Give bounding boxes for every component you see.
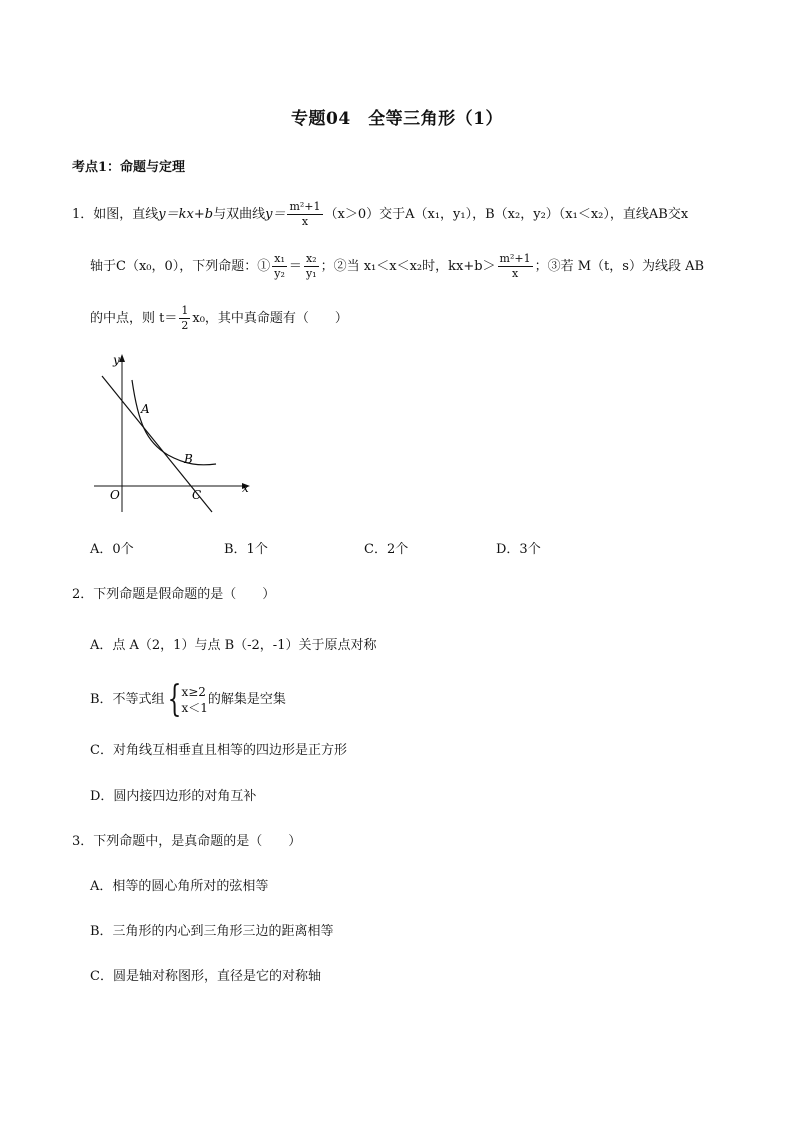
q1-option-b: B．1个 xyxy=(224,542,268,557)
q1-line-1 xyxy=(72,200,688,229)
q1-graph xyxy=(88,352,258,517)
fraction-numerator: m²+1 xyxy=(289,200,321,213)
q2-option-b-text: 的解集是空集 xyxy=(207,692,286,707)
q2-option-c: C．对角线互相垂直且相等的四边形是正方形 xyxy=(90,743,347,758)
brace-icon: { xyxy=(167,678,181,720)
y-axis-arrow xyxy=(119,354,125,362)
q2-option-a: A．点 A（2，1）与点 B（-2，-1）关于原点对称 xyxy=(90,638,377,653)
section-heading: 考点1：命题与定理 xyxy=(72,160,186,175)
fraction-denominator: x xyxy=(511,267,519,280)
q1-text: 的中点，则 t＝ xyxy=(90,311,178,326)
q1-fraction-half xyxy=(179,304,190,333)
q2-stem: 2．下列命题是假命题的是（ ） xyxy=(72,587,276,602)
label-b: B xyxy=(184,452,193,466)
q1-fraction-1 xyxy=(272,252,287,281)
fraction-numerator: m²+1 xyxy=(499,252,531,265)
q1-text: 与双曲线 xyxy=(213,207,266,222)
q1-option-d: D．3个 xyxy=(496,542,541,557)
q1-line-2 xyxy=(90,252,704,281)
equals-sign: ＝ xyxy=(288,259,302,274)
fraction-numerator: x₁ xyxy=(274,252,285,265)
q1-text: 下列命题：① xyxy=(192,259,271,274)
fraction-denominator: 2 xyxy=(181,319,189,332)
q2-option-d: D．圆内接四边形的对角互补 xyxy=(90,789,257,804)
inequality-row-1: x≥2 xyxy=(181,684,206,699)
q1-line-equation: y＝kx+b xyxy=(158,207,214,222)
q1-option-c: C．2个 xyxy=(364,542,409,557)
q1-line-3 xyxy=(90,304,348,333)
q3-option-b: B．三角形的内心到三角形三边的距离相等 xyxy=(90,924,334,939)
q2-option-b-text: B．不等式组 xyxy=(90,692,165,707)
q1-hyperbola-lhs: y＝ xyxy=(265,207,286,222)
q1-text: 轴于 xyxy=(90,259,117,274)
label-y: y xyxy=(113,353,120,367)
q1-condition: （x＞0）交于 xyxy=(324,207,406,222)
q1-fraction-hyperbola xyxy=(287,200,322,229)
label-x: x xyxy=(242,481,249,495)
inequality-row-2: x＜1 xyxy=(181,700,208,715)
q1-number: 1． xyxy=(72,207,94,222)
q1-text: ；②当 x₁＜x＜x₂时，kx+b＞ xyxy=(320,259,496,274)
label-o: O xyxy=(110,488,120,502)
q1-point-b: B（x₂，y₂）（x₁＜x₂）， xyxy=(485,207,623,222)
label-c: C xyxy=(192,488,202,502)
q1-point-c: C（x₀，0）， xyxy=(116,259,193,274)
q1-text: 如图，直线 xyxy=(93,207,159,222)
hyperbola-curve xyxy=(132,380,216,465)
q1-point-a: A（x₁，y₁）， xyxy=(405,207,486,222)
q1-fraction-2 xyxy=(304,252,319,281)
fraction-numerator: 1 xyxy=(181,304,189,317)
fraction-denominator: x xyxy=(301,215,309,228)
page-title: 专题04 全等三角形（1） xyxy=(291,109,503,129)
fraction-denominator: y₁ xyxy=(305,267,317,280)
q3-option-a: A．相等的圆心角所对的弦相等 xyxy=(90,879,269,894)
q3-stem: 3．下列命题中，是真命题的是（ ） xyxy=(72,834,302,849)
q1-text: x₀，其中真命题有（ ） xyxy=(192,311,348,326)
fraction-numerator: x₂ xyxy=(305,252,317,265)
q3-option-c: C．圆是轴对称图形，直径是它的对称轴 xyxy=(90,969,321,984)
q1-option-a: A．0个 xyxy=(90,542,134,557)
q1-fraction-3 xyxy=(498,252,533,281)
q1-text: ；③若 M（t，s）为线段 AB xyxy=(534,259,705,274)
label-a: A xyxy=(141,402,150,416)
inequality-system xyxy=(181,684,207,716)
fraction-denominator: y₂ xyxy=(274,267,285,280)
q1-text: 直线AB交x xyxy=(622,207,689,222)
q2-option-b xyxy=(90,680,286,720)
